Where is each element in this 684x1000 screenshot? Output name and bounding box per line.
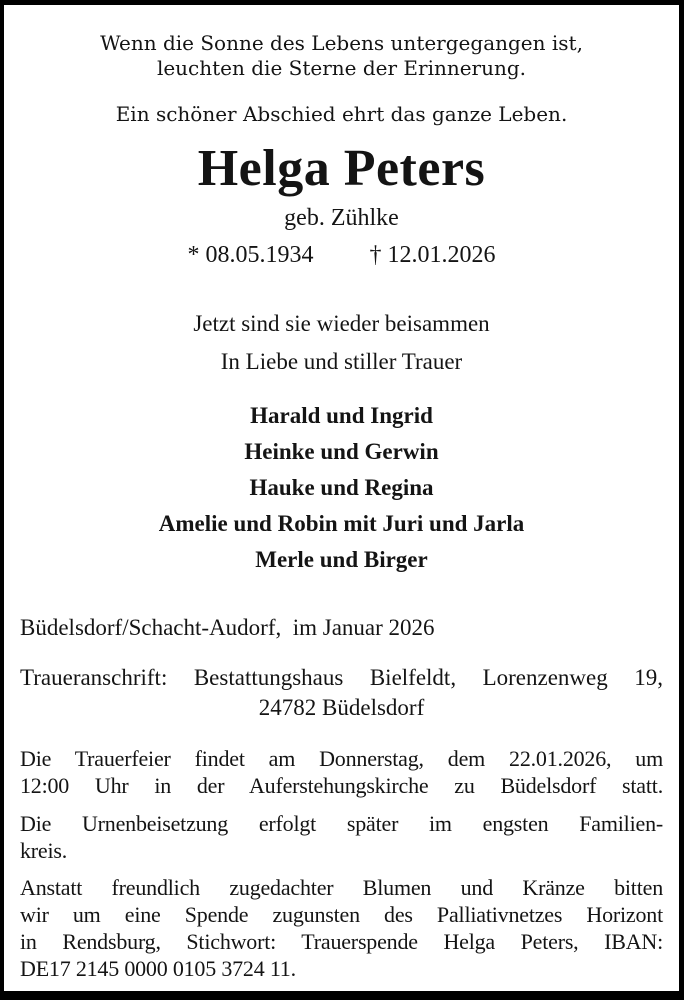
condolence-address (20, 663, 663, 723)
birth-date: * 08.05.1934 (187, 242, 314, 268)
opening-verse-line1: Wenn die Sonne des Lebens untergegangen ist, (100, 31, 583, 55)
tribute-line: Ein schöner Abschied ehrt das ganze Leben. (115, 102, 568, 126)
donation-info (20, 874, 663, 982)
condolence-address-line2: 24782 Büdelsdorf (258, 695, 425, 720)
burial-info (20, 810, 663, 864)
service-info-line1: Die Trauerfeier findet am Donnerstag, dem 22.01.2026, um (20, 746, 663, 771)
burial-info-line1: Die Urnenbeisetzung erfolgt später im engsten Familien- (20, 811, 663, 836)
deceased-name: Helga Peters (197, 140, 486, 197)
mourner-names: Harald und Ingrid (250, 403, 433, 428)
mourner-names: Hauke und Regina (249, 475, 434, 500)
maiden-name: geb. Zühlke (284, 205, 399, 231)
condolence-address-line1: Traueranschrift: Bestattungshaus Bielfeldt, Lorenzenweg 19, (20, 665, 663, 690)
donation-info-line2: wir um eine Spende zugunsten des Palliativnetzes Horizont (20, 902, 663, 927)
service-info (20, 745, 663, 799)
donation-info-line3: in Rendsburg, Stichwort: Trauerspende Helga Peters, IBAN: (20, 929, 663, 954)
opening-verse (20, 31, 663, 81)
life-dates (20, 241, 663, 269)
place-date-line: Büdelsdorf/Schacht-Audorf, im Januar 2026 (20, 615, 435, 640)
donation-info-line4: DE17 2145 0000 0105 3724 11. (20, 956, 296, 981)
mourner-names: Heinke und Gerwin (244, 439, 439, 464)
grief-line: In Liebe und stiller Trauer (220, 349, 463, 374)
service-info-line2: 12:00 Uhr in der Auferstehungskirche zu Büdelsdorf statt. (20, 773, 663, 798)
burial-info-line2: kreis. (20, 838, 68, 863)
mourners-list (20, 398, 663, 578)
mourner-names: Amelie und Robin mit Juri und Jarla (158, 511, 525, 536)
death-date: † 12.01.2026 (369, 242, 496, 268)
opening-verse-line2: leuchten die Sterne der Erinnerung. (156, 56, 527, 80)
donation-info-line1: Anstatt freundlich zugedachter Blumen und Kränze bitten (20, 875, 663, 900)
reunion-line: Jetzt sind sie wieder beisammen (193, 311, 490, 336)
mourner-names: Merle und Birger (255, 547, 428, 572)
